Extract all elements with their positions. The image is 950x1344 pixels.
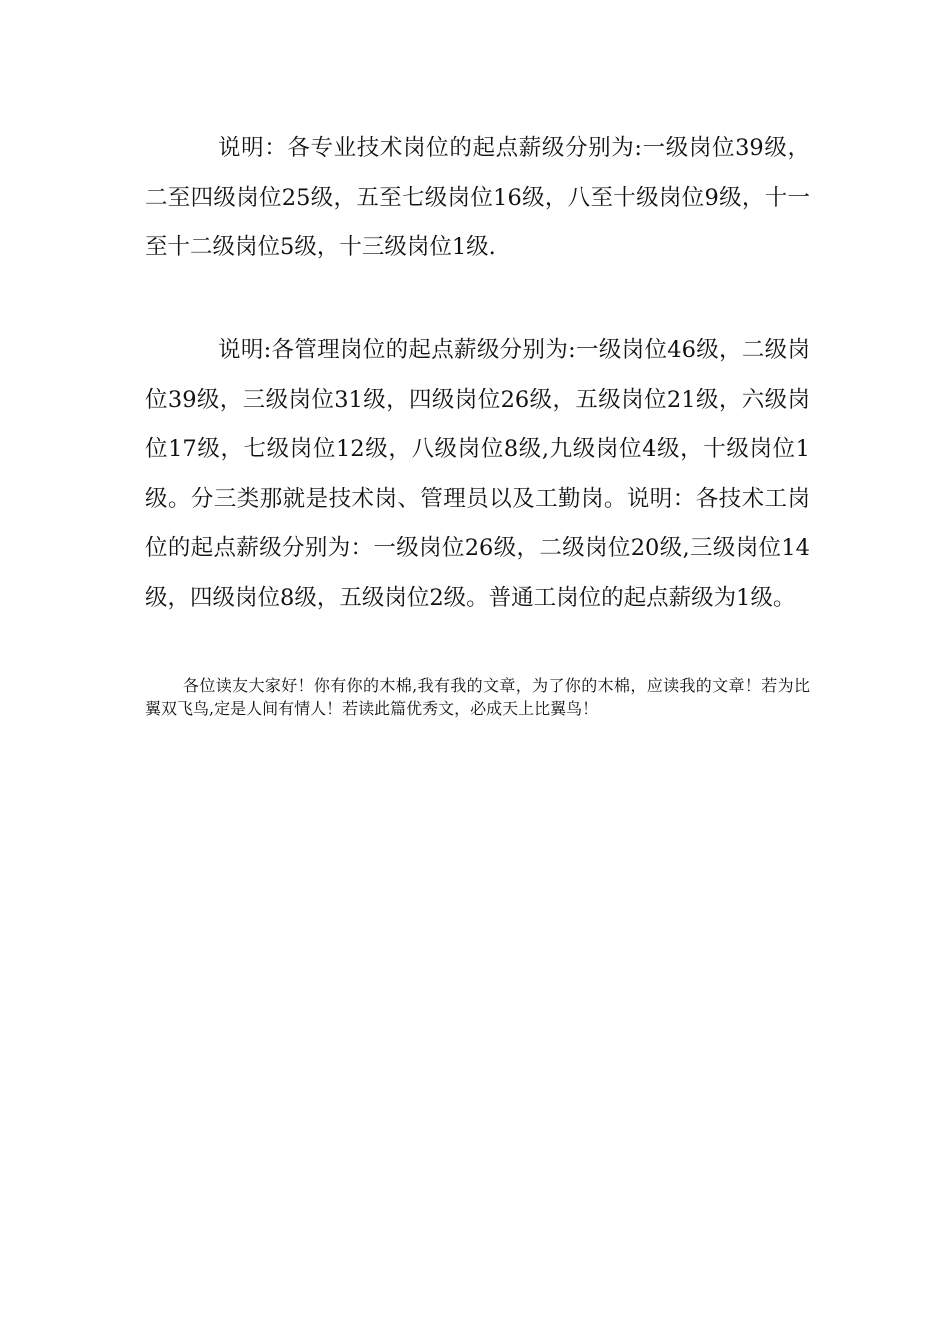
paragraph-management-positions: 说明:各管理岗位的起点薪级分别为:一级岗位46级，二级岗位39级，三级岗位31级，四级岗位26级，五级岗位21级，六级岗位17级，七级岗位12级，八级岗位8级,九级岗位4级，十级岗位1级。分三类那就是技术岗、管理员以及工勤岗。说明：各技术工岗位的起点薪级分别为：一级岗位26级，二级岗位20级,三级岗位14级，四级岗位8级，五级岗位2级。普通工岗位的起点薪级为1级。 <box>145 337 810 611</box>
reader-note: 各位读友大家好！你有你的木棉,我有我的文章，为了你的木棉，应读我的文章！若为比翼双飞鸟,定是人间有情人！若读此篇优秀文，必成天上比翼鸟！ <box>145 676 810 718</box>
paragraph-technical-positions: 说明：各专业技术岗位的起点薪级分别为:一级岗位39级，二至四级岗位25级，五至七级岗位16级，八至十级岗位9级，十一至十二级岗位5级，十三级岗位1级. <box>145 135 810 260</box>
